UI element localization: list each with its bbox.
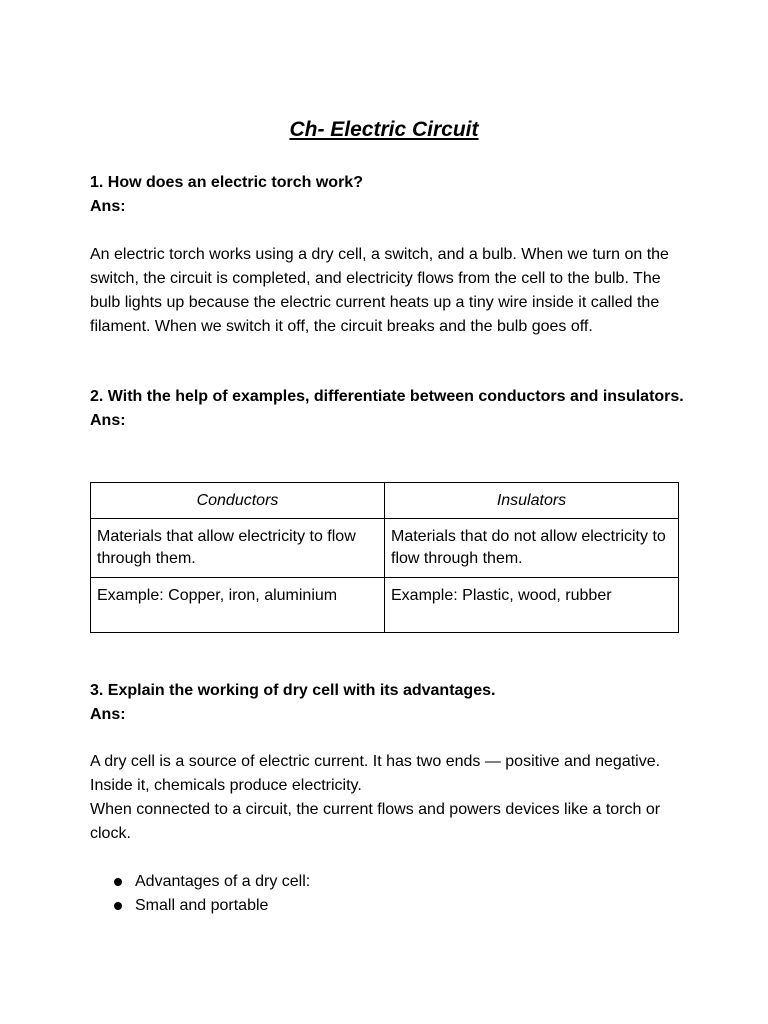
list-item [90, 894, 310, 918]
list-item [90, 870, 310, 894]
question-3-text: 3. Explain the working of dry cell with its advantages. [90, 682, 496, 699]
question-3-answer [90, 750, 690, 846]
list-item-text: Small and portable [135, 897, 269, 914]
table-row [91, 519, 679, 578]
table-row [91, 578, 679, 633]
bullet-icon [114, 878, 122, 886]
question-2-ans-label: Ans: [90, 412, 126, 429]
table-cell: Example: Plastic, wood, rubber [385, 578, 679, 633]
question-1-text: 1. How does an electric torch work? [90, 174, 363, 191]
question-2 [90, 385, 690, 433]
page-title: Ch- Electric Circuit [289, 118, 479, 141]
question-1-ans-label: Ans: [90, 198, 126, 215]
table-cell: Example: Copper, iron, aluminium [91, 578, 385, 633]
question-2-text: 2. With the help of examples, differentiate between conductors and insulators. [90, 388, 684, 405]
advantages-list [90, 870, 310, 918]
comparison-table [90, 482, 679, 633]
table-cell: Materials that allow electricity to flow through them. [91, 519, 385, 578]
table-header-conductors: Conductors [91, 483, 385, 519]
question-3-answer-p2: When connected to a circuit, the current flows and powers devices like a torch or clock. [90, 801, 661, 842]
bullet-icon [114, 902, 122, 910]
table-cell: Materials that do not allow electricity to flow through them. [385, 519, 679, 578]
question-3-answer-p1: A dry cell is a source of electric current. It has two ends — positive and negative. Inside it, chemicals produce electricity. [90, 753, 661, 794]
table-header-row [91, 483, 679, 519]
list-item-text: Advantages of a dry cell: [135, 873, 311, 890]
question-1-answer: An electric torch works using a dry cell, a switch, and a bulb. When we turn on the switch, the circuit is completed, and electricity flows from the cell to the bulb. The bulb lights up because the electric current heats up a tiny wire inside it called the filament. When we switch it off, the circuit breaks and the bulb goes off. [90, 246, 669, 335]
question-3 [90, 679, 690, 727]
question-3-ans-label: Ans: [90, 706, 126, 723]
question-1 [90, 171, 690, 219]
table-header-insulators: Insulators [385, 483, 679, 519]
